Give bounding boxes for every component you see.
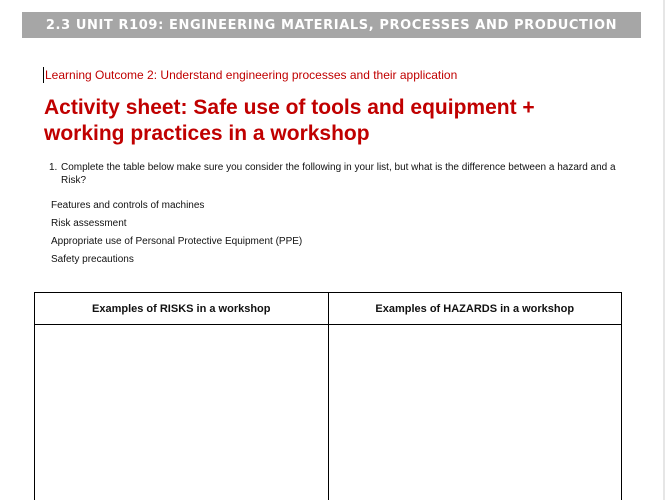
risks-answer-cell[interactable]	[35, 325, 328, 500]
activity-title[interactable]	[44, 95, 634, 147]
unit-header-bar	[22, 12, 641, 38]
hazards-answer-cell[interactable]	[328, 325, 622, 500]
list-item[interactable]: Appropriate use of Personal Protective Equipment (PPE)	[51, 236, 303, 247]
activity-title-line-2: working practices in a workshop	[44, 122, 370, 145]
question-1[interactable]	[49, 161, 619, 187]
list-item[interactable]: Safety precautions	[51, 254, 134, 265]
question-number: 1.	[49, 162, 58, 173]
unit-header-title: 2.3 UNIT R109: ENGINEERING MATERIALS, PROCESSES AND PRODUCTION	[45, 17, 618, 33]
table-row	[35, 325, 621, 500]
hazards-column-header[interactable]: Examples of HAZARDS in a workshop	[328, 293, 622, 324]
risks-column-header[interactable]: Examples of RISKS in a workshop	[92, 302, 271, 315]
text-cursor	[43, 67, 44, 83]
learning-outcome[interactable]: Learning Outcome 2: Understand engineering processes and their application	[45, 68, 458, 82]
list-item[interactable]: Risk assessment	[51, 218, 127, 229]
risks-hazards-table	[34, 292, 622, 500]
considerations-list	[51, 199, 302, 271]
table-header-row	[35, 293, 621, 325]
question-text: Complete the table below make sure you consider the following in your list, but what is the difference between a hazard and a Risk?	[61, 162, 616, 186]
list-item[interactable]: Features and controls of machines	[51, 200, 205, 211]
activity-title-line-1: Activity sheet: Safe use of tools and equipment +	[44, 96, 535, 119]
